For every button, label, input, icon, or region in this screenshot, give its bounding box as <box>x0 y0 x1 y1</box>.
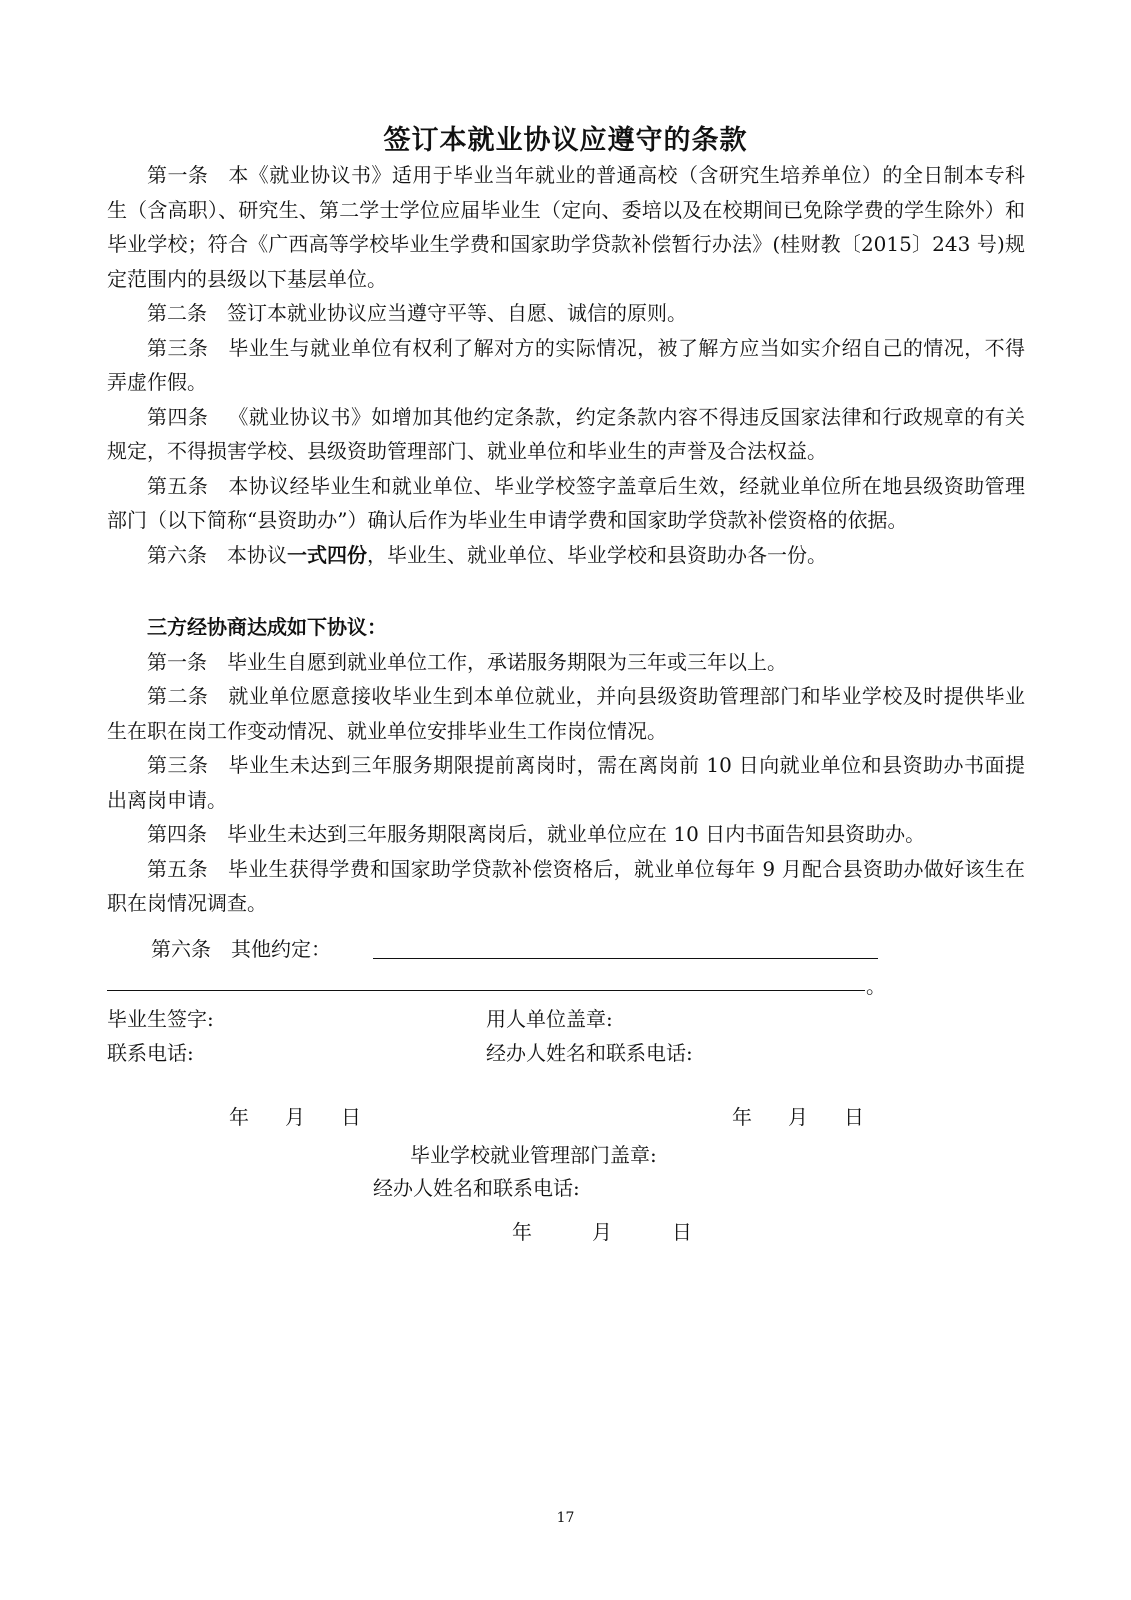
clause-text: 签订本就业协议应当遵守平等、自愿、诚信的原则。 <box>227 301 687 325</box>
clause-label: 第三条 <box>147 753 209 777</box>
employer-date <box>732 1101 864 1130</box>
month-label: 月 <box>788 1105 808 1129</box>
day-label: 日 <box>341 1105 361 1129</box>
year-label: 年 <box>512 1220 532 1244</box>
employer-seal-label: 用人单位盖章: <box>486 1007 613 1031</box>
clause-6 <box>107 538 1025 573</box>
clause-text: 本协议 <box>227 542 287 567</box>
day-label: 日 <box>672 1220 692 1244</box>
agreement-heading: 三方经协商达成如下协议： <box>147 615 387 639</box>
year-label: 年 <box>732 1105 752 1129</box>
clause-text: 毕业生未达到三年服务期限提前离岗时，需在离岗前 10 日向就业单位和县资助办书面提出离岗申请。 <box>107 753 1025 812</box>
other-agreement-blank-line[interactable] <box>373 958 878 959</box>
clause-label: 第一条 <box>147 649 207 674</box>
graduate-date <box>229 1101 361 1130</box>
clause-text: 毕业生与就业单位有权利了解对方的实际情况，被了解方应当如实介绍自己的情况，不得弄虚作假。 <box>107 335 1026 394</box>
end-mark: 。 <box>866 974 886 998</box>
clause-4 <box>107 400 1025 469</box>
agreement-clause-1 <box>107 645 1025 680</box>
clause-label: 第三条 <box>147 335 209 360</box>
clause-bold-text: 一式四份 <box>287 542 367 567</box>
school-date <box>512 1216 692 1245</box>
clause-text: 本《就业协议书》适用于毕业当年就业的普通高校（含研究生培养单位）的全日制本专科生（含高职）、研究生、第二学士学位应届毕业生（定向、委培以及在校期间已免除学费的学生除外）和毕业学校；符合《广西高等学校毕业生学费和国家助学贷款补偿暂行办法》(桂财教〔2015〕243 号)规定范围内的县级以下基层单位。 <box>107 163 1026 291</box>
employer-contact-label: 经办人姓名和联系电话: <box>486 1041 693 1065</box>
clause-label: 第四条 <box>147 404 209 429</box>
clause-text: 毕业生获得学费和国家助学贷款补偿资格后，就业单位每年 9 月配合县资助办做好该生在职在岗情况调查。 <box>107 856 1025 915</box>
clause-label: 第六条 <box>147 542 207 567</box>
document-title: 签订本就业协议应遵守的条款 <box>383 125 748 156</box>
graduate-signature-label: 毕业生签字: <box>107 1007 214 1031</box>
clause-text: ，毕业生、就业单位、毕业学校和县资助办各一份。 <box>367 542 827 567</box>
clause-5 <box>107 469 1025 538</box>
other-agreement-label <box>151 933 331 962</box>
school-contact-label: 经办人姓名和联系电话: <box>373 1176 580 1200</box>
clause-text: 《就业协议书》如增加其他约定条款，约定条款内容不得违反国家法律和行政规章的有关规定，不得损害学校、县级资助管理部门、就业单位和毕业生的声誉及合法权益。 <box>107 404 1026 463</box>
clause-2 <box>107 296 1025 331</box>
clause-label: 第五条 <box>147 856 208 881</box>
clause-label: 第二条 <box>147 684 209 708</box>
terms-section <box>107 158 1025 921</box>
clause-text: 就业单位愿意接收毕业生到本单位就业，并向县级资助管理部门和毕业学校及时提供毕业生在职在岗工作变动情况、就业单位安排毕业生工作岗位情况。 <box>107 684 1026 743</box>
clause-label: 第四条 <box>147 822 207 846</box>
other-agreement-text: 其他约定： <box>231 937 331 961</box>
clause-label: 第一条 <box>147 163 209 187</box>
day-label: 日 <box>844 1105 864 1129</box>
clause-text: 毕业生自愿到就业单位工作，承诺服务期限为三年或三年以上。 <box>227 649 787 674</box>
page-number: 17 <box>556 1510 575 1526</box>
clause-1 <box>107 158 1025 296</box>
agreement-clause-5 <box>107 852 1025 921</box>
clause-label: 第二条 <box>147 301 207 325</box>
other-agreement-blank-line-2[interactable] <box>107 990 865 991</box>
graduate-phone-label: 联系电话: <box>107 1041 194 1065</box>
agreement-clause-4 <box>107 817 1025 852</box>
school-seal-label: 毕业学校就业管理部门盖章: <box>410 1143 657 1167</box>
clause-label: 第六条 <box>151 937 211 961</box>
clause-text: 毕业生未达到三年服务期限离岗后，就业单位应在 10 日内书面告知县资助办。 <box>227 822 926 846</box>
clause-3 <box>107 331 1025 400</box>
month-label: 月 <box>592 1220 612 1244</box>
agreement-clause-3 <box>107 748 1025 817</box>
clause-label: 第五条 <box>147 473 209 498</box>
agreement-clause-2 <box>107 679 1025 748</box>
clause-text: 本协议经毕业生和就业单位、毕业学校签字盖章后生效，经就业单位所在地县级资助管理部门（以下简称“县资助办”）确认后作为毕业生申请学费和国家助学贷款补偿资格的依据。 <box>107 473 1026 532</box>
month-label: 月 <box>285 1105 305 1129</box>
year-label: 年 <box>229 1105 249 1129</box>
